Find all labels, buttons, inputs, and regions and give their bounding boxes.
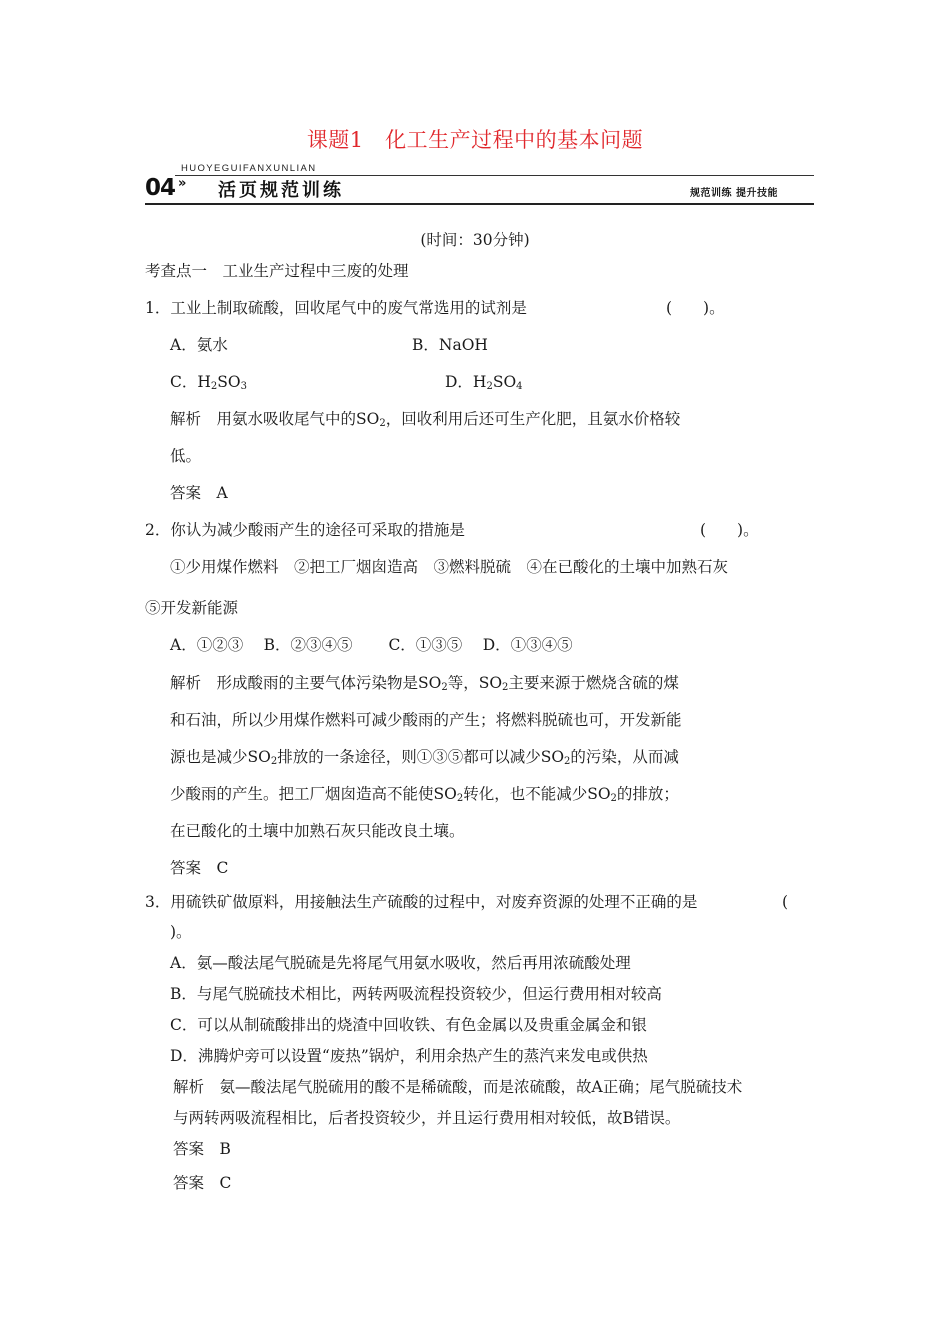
q3-answer-extra: 答案 C bbox=[173, 1174, 232, 1192]
q1-explanation: 解析 用氨水吸收尾气中的$SO_2$，回收利用后还可生产化肥，且氨水价格较 bbox=[170, 410, 681, 429]
q3-stem: 3．用硫铁矿做原料，用接触法生产硫酸的过程中，对废弃资源的处理不正确的是 bbox=[145, 893, 698, 911]
banner-slogan: 规范训练 提升技能 bbox=[690, 188, 778, 199]
q3-answer: 答案 B bbox=[173, 1140, 231, 1158]
q1-option-a: A．氨水 bbox=[170, 336, 228, 354]
q1-explanation-cont: 低。 bbox=[170, 447, 202, 465]
section-heading: 考查点一 工业生产过程中三废的处理 bbox=[145, 262, 409, 280]
q3-option-a: A．氨—酸法尾气脱硫是先将尾气用氨水吸收，然后再用浓硫酸处理 bbox=[170, 954, 631, 972]
q2-answer-blank: ( )。 bbox=[700, 521, 759, 539]
q2-explanation-line4: 少酸雨的产生。把工厂烟囱造高不能使$SO_2$转化，也不能减少$SO_2$的排放； bbox=[170, 785, 679, 804]
q2-explanation: 解析 形成酸雨的主要气体污染物是$SO_2$等，$SO_2$主要来源于燃烧含硫的煤 bbox=[170, 674, 679, 693]
q2-explanation-line2: 和石油，所以少用煤作燃料可减少酸雨的产生；将燃料脱硫也可，开发新能 bbox=[170, 711, 682, 729]
q3-option-c: C．可以从制硫酸排出的烧渣中回收铁、有色金属以及贵重金属金和银 bbox=[170, 1016, 647, 1034]
q2-explanation-line3: 源也是减少$SO_2$排放的一条途径，则①③⑤都可以减少$SO_2$的污染，从而减 bbox=[170, 748, 679, 767]
time-limit: (时间：30分钟) bbox=[420, 231, 530, 249]
q3-option-d: D．沸腾炉旁可以设置“废热”锅炉，利用余热产生的蒸汽来发电或供热 bbox=[170, 1047, 648, 1065]
banner-title: 活页规范训练 bbox=[218, 180, 344, 201]
q2-stem: 2．你认为减少酸雨产生的途径可采取的措施是 bbox=[145, 521, 465, 539]
q2-answer: 答案 C bbox=[170, 859, 229, 877]
q3-paren-close: )。 bbox=[170, 923, 192, 941]
q2-options: A．①②③ B．②③④⑤ C．①③⑤ D．①③④⑤ bbox=[170, 636, 573, 654]
q3-explanation: 解析 氨—酸法尾气脱硫用的酸不是稀硫酸，而是浓硫酸，故A正确；尾气脱硫技术 bbox=[173, 1078, 743, 1096]
q2-explanation-line5: 在已酸化的土壤中加熟石灰只能改良土壤。 bbox=[170, 822, 465, 840]
q3-paren-open: ( bbox=[782, 893, 789, 911]
q2-measures: ①少用煤作燃料 ②把工厂烟囱造高 ③燃料脱硫 ④在已酸化的土壤中加熟石灰 bbox=[170, 558, 729, 576]
q3-explanation-cont: 与两转两吸流程相比，后者投资较少，并且运行费用相对较低，故B错误。 bbox=[173, 1109, 681, 1127]
chevron-icon: » bbox=[178, 176, 187, 191]
page-title: 课题1 化工生产过程中的基本问题 bbox=[306, 128, 644, 152]
q1-stem: 1．工业上制取硫酸，回收尾气中的废气常选用的试剂是 bbox=[145, 299, 527, 317]
q1-option-d: D．$H_2SO_4$ bbox=[445, 373, 523, 392]
q1-option-c: C．$H_2SO_3$ bbox=[170, 373, 247, 392]
q2-measures-cont: ⑤开发新能源 bbox=[145, 599, 239, 617]
banner-number: 04 bbox=[145, 175, 176, 201]
q1-option-b: B．NaOH bbox=[412, 336, 488, 354]
q3-option-b: B．与尾气脱硫技术相比，两转两吸流程投资较少，但运行费用相对较高 bbox=[170, 985, 662, 1003]
q1-answer-blank: ( )。 bbox=[666, 299, 725, 317]
q1-answer: 答案 A bbox=[170, 484, 228, 502]
banner-pinyin: HUOYEGUIFANXUNLIAN bbox=[181, 163, 317, 174]
banner-bottom-rule bbox=[145, 203, 814, 205]
